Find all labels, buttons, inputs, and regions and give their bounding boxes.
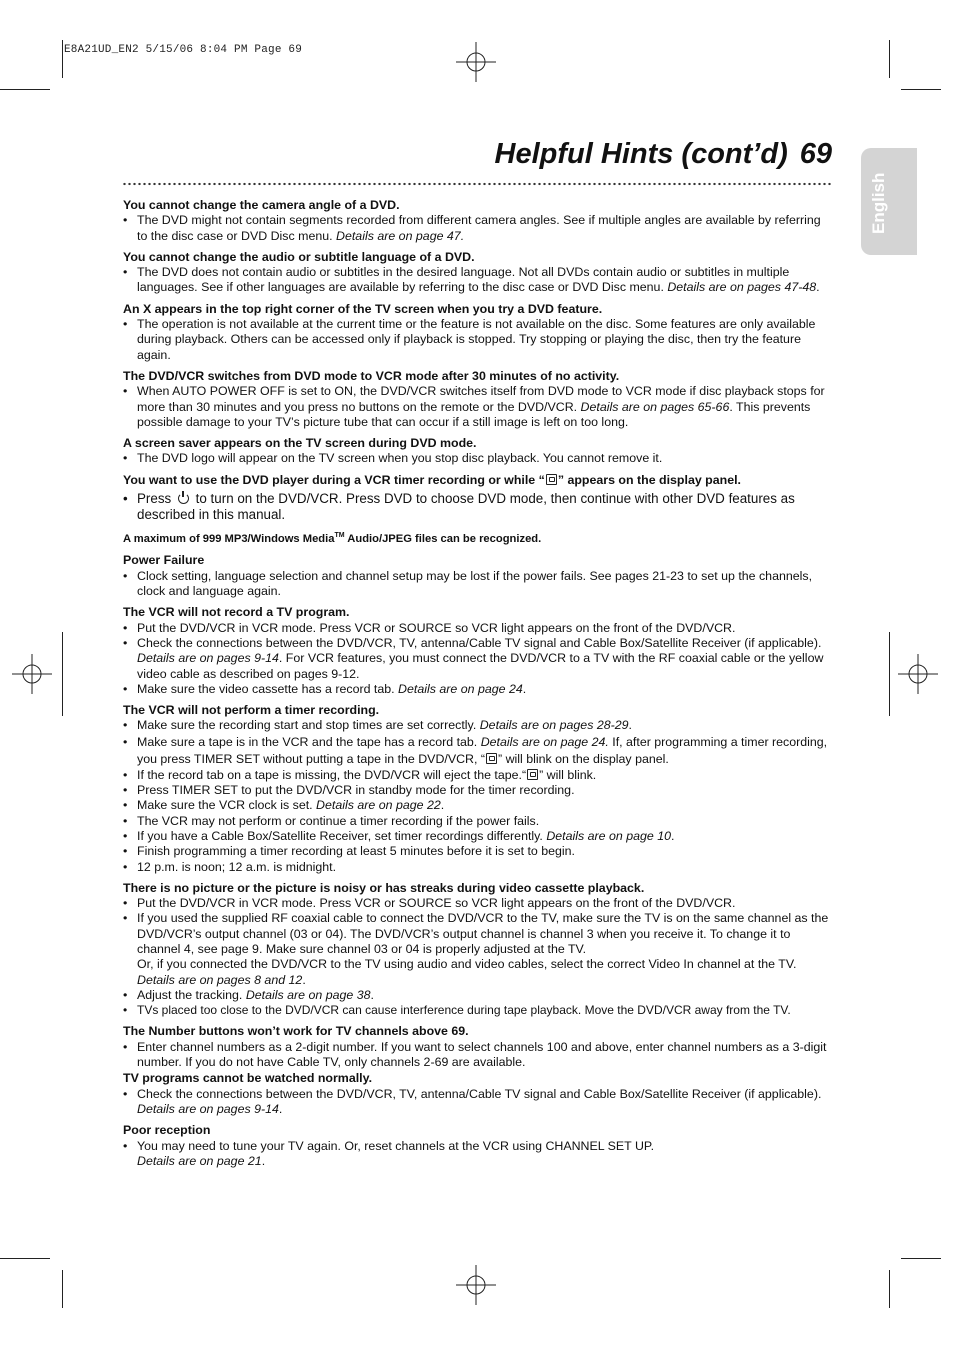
bullet-text: Make sure the VCR clock is set. — [137, 798, 317, 813]
crop-mark — [62, 632, 63, 716]
hint-bullet — [123, 829, 831, 844]
crop-mark — [62, 1270, 63, 1308]
page-reference: Details are on page 24 — [398, 681, 523, 696]
bullet-text: . — [278, 1101, 283, 1116]
heading-text: Audio/JPEG files can be recognized. — [344, 533, 542, 546]
hint-heading: The DVD/VCR switches from DVD mode to VCR mode after 30 minutes of no activity. — [123, 368, 620, 383]
hint-heading: The VCR will not perform a timer recording. — [123, 703, 380, 718]
page-reference: Details are on page 22 — [316, 798, 441, 813]
page-reference: Details are on page 47. — [336, 228, 465, 243]
bullet-text: . — [671, 828, 675, 843]
bullet-text: . This prevents possible damage to your TV’s picture tube that can occur if a still image is left on too long. — [137, 399, 811, 429]
timer-icon — [546, 474, 557, 485]
bullet-text: . — [440, 798, 445, 813]
hint-bullet — [123, 265, 831, 296]
bullet-text: The operation is not available at the current time or the feature is not available on the disc. Some features are only available during playback. Others can be accessed only if playback is stopped. Try stopping or playing the disc, then try the feature again. — [137, 317, 816, 362]
hint-bullet — [123, 988, 831, 1003]
hint-section — [123, 605, 831, 697]
bullet-text: The VCR may not perform or continue a timer recording if the power fails. — [137, 813, 540, 828]
hint-section — [123, 1123, 831, 1169]
hint-heading: You cannot change the audio or subtitle language of a DVD. — [123, 249, 475, 264]
crop-mark — [901, 89, 941, 90]
bullet-text: . — [302, 972, 306, 987]
hint-section — [123, 1071, 831, 1117]
power-icon — [178, 493, 189, 504]
page-reference: Details are on pages 47-48 — [667, 280, 817, 295]
hint-bullet — [123, 1139, 831, 1170]
page-reference: Details are on pages 65-66 — [580, 399, 730, 414]
bullet-text: to turn on the DVD/VCR. Press DVD to choose DVD mode, then continue with other DVD features as described in this manual. — [137, 491, 795, 522]
page-reference: Details are on pages 9-14 — [137, 1101, 279, 1116]
timer-icon — [486, 753, 497, 764]
hint-section — [123, 250, 831, 296]
bullet-text: Check the connections between the DVD/VCR, TV, antenna/Cable TV signal and Cable Box/Satellite Receiver (if applicable). — [137, 1086, 822, 1101]
bullet-text: Make sure the recording start and stop times are set correctly. — [137, 718, 480, 733]
bullet-text: Press — [137, 491, 175, 507]
print-slug: E8A21UD_EN2 5/15/06 8:04 PM Page 69 — [64, 44, 303, 56]
crop-mark — [901, 1258, 941, 1259]
hint-section — [123, 881, 831, 1019]
hint-bullet — [123, 491, 831, 522]
language-tab — [861, 148, 917, 255]
hint-bullet — [123, 1003, 831, 1018]
heading-text: A maximum of 999 MP3/Windows Media — [123, 533, 335, 546]
bullet-text: The DVD does not contain audio or subtitles in the desired language. Not all DVDs contain audio or subtitles in multiple languages. See if other languages are available by referring to the disc case or DVD Disc menu. — [137, 265, 790, 295]
crop-mark — [889, 1270, 890, 1308]
crop-mark — [0, 89, 50, 90]
page-number: 69 — [799, 138, 832, 170]
bullet-text: Put the DVD/VCR in VCR mode. Press VCR or SOURCE so VCR light appears on the front of the DVD/VCR. — [137, 620, 736, 635]
bullet-text: If you have a Cable Box/Satellite Receiver, set timer recordings differently. — [137, 828, 547, 843]
hint-bullet — [123, 384, 831, 430]
page-reference: Details are on page 10 — [546, 828, 672, 843]
hint-bullet — [123, 768, 831, 783]
hint-bullet — [123, 621, 831, 636]
hint-heading: An X appears in the top right corner of the TV screen when you try a DVD feature. — [123, 301, 603, 316]
page-reference: Details are on page 24. — [480, 734, 609, 749]
bullet-text: You may need to tune your TV again. Or, reset channels at the VCR using CHANNEL SET UP. — [137, 1138, 655, 1153]
page-reference: Details are on pages 28-29 — [479, 718, 629, 733]
bullet-text: . — [816, 280, 820, 295]
hint-section — [123, 436, 831, 467]
bullet-text: Or, if you connected the DVD/VCR to the TV using audio and video cables, select the correct Video In channel at the TV. — [137, 957, 797, 972]
bullet-text: Press TIMER SET to put the DVD/VCR in standby mode for the timer recording. — [137, 783, 575, 798]
bullet-text: TVs placed too close to the DVD/VCR can cause interference during tape playback. Move the DVD/VCR away from the TV. — [137, 1003, 791, 1018]
trademark-mark: TM — [334, 532, 345, 540]
bullet-text: The DVD logo will appear on the TV screen when you stop disc playback. You cannot remove it. — [137, 451, 663, 466]
hint-bullet — [123, 860, 831, 875]
hint-bullet — [123, 1087, 831, 1118]
hint-bullet — [123, 911, 831, 987]
hint-heading: Power Failure — [123, 553, 205, 568]
bullet-text: . For VCR features, you must connect the DVD/VCR to a TV with the RF coaxial cable or the yellow video cable as described on pages 9-12. — [137, 651, 824, 681]
hint-bullet — [123, 569, 831, 600]
hint-section — [123, 553, 831, 599]
hint-section — [123, 302, 831, 363]
bullet-text: If you used the supplied RF coaxial cable to connect the DVD/VCR to the TV, make sure the TV is on the same channel as the DVD/VCR’s output channel (03 or 04). The DVD/VCR’s output channel is channel 3 when you receive it. To change it to channel 4, see page 9. Make sure channel 03 or 04 is properly adjusted at the TV. — [137, 911, 829, 956]
bullet-text: Finish programming a timer recording at least 5 minutes before it is set to begin. — [137, 844, 576, 859]
hint-bullet — [123, 1040, 831, 1071]
timer-icon — [527, 769, 538, 780]
bullet-text: Make sure the video cassette has a record tab. — [137, 681, 399, 696]
registration-mark-icon — [898, 654, 938, 694]
hint-heading — [123, 473, 831, 488]
hint-bullet — [123, 814, 831, 829]
page-title — [495, 138, 832, 171]
bullet-text: If the record tab on a tape is missing, the DVD/VCR will eject the tape.“ — [137, 767, 527, 782]
hint-section — [123, 703, 831, 875]
hint-bullet — [123, 682, 831, 697]
page-reference: Details are on pages 8 and 12 — [137, 972, 303, 987]
bullet-text: . — [370, 987, 374, 1002]
hint-bullet — [123, 798, 831, 813]
hint-section — [123, 1024, 831, 1070]
registration-mark-icon — [456, 1265, 496, 1305]
hint-bullet — [123, 896, 831, 911]
hint-section — [123, 473, 831, 522]
hint-heading: The Number buttons won’t work for TV channels above 69. — [123, 1024, 469, 1039]
crop-mark — [889, 40, 890, 78]
hint-heading — [123, 528, 831, 547]
language-tab-label: English — [869, 172, 888, 234]
hint-heading: Poor reception — [123, 1123, 211, 1138]
page-reference: Details are on pages 9-14 — [137, 651, 279, 666]
hint-section — [123, 198, 831, 244]
hint-bullet — [123, 783, 831, 798]
bullet-text: Check the connections between the DVD/VCR, TV, antenna/Cable TV signal and Cable Box/Satellite Receiver (if applicable). — [137, 635, 822, 650]
bullet-text: Enter channel numbers as a 2-digit number. If you want to select channels 100 and above, enter channel numbers as a 3-digit number. If you do not have Cable TV, only channels 2-69 are available. — [137, 1039, 827, 1070]
registration-mark-icon — [456, 42, 496, 82]
dotted-rule — [122, 182, 832, 186]
hint-heading: TV programs cannot be watched normally. — [123, 1071, 373, 1086]
hint-section — [123, 369, 831, 430]
bullet-text: When AUTO POWER OFF is set to ON, the DVD/VCR switches itself from DVD mode to VCR mode if disc playback stops for more than 30 minutes and you press no buttons on the remote or the DVD/VCR. — [137, 384, 825, 414]
bullet-text: . — [261, 1153, 266, 1168]
hint-heading: You cannot change the camera angle of a DVD. — [123, 198, 400, 212]
hint-bullet — [123, 718, 831, 733]
registration-mark-icon — [12, 654, 52, 694]
page-reference: Details are on page 21 — [137, 1153, 262, 1168]
bullet-text: If, after programming a timer recording, you press TIMER SET without putting a tape in the DVD/VCR, “ — [137, 734, 828, 766]
hint-bullet — [123, 317, 831, 363]
bullet-text: . — [522, 681, 527, 696]
hint-bullet — [123, 734, 831, 768]
bullet-text: Make sure a tape is in the VCR and the tape has a record tab. — [137, 734, 481, 749]
hint-section — [123, 528, 831, 547]
hints-content — [123, 198, 831, 1170]
bullet-text: . — [628, 718, 632, 733]
hint-heading: A screen saver appears on the TV screen during DVD mode. — [123, 436, 477, 451]
bullet-text: ” will blink on the display panel. — [498, 751, 669, 766]
hint-bullet — [123, 636, 831, 682]
hint-heading: There is no picture or the picture is noisy or has streaks during video cassette playback. — [123, 880, 645, 895]
page-title-text: Helpful Hints (cont’d) — [494, 138, 788, 170]
hint-bullet — [123, 451, 831, 466]
crop-mark — [0, 1258, 50, 1259]
hint-bullet — [123, 844, 831, 859]
bullet-text: Put the DVD/VCR in VCR mode. Press VCR or SOURCE so VCR light appears on the front of the DVD/VCR. — [137, 896, 736, 911]
bullet-text: 12 p.m. is noon; 12 a.m. is midnight. — [137, 859, 337, 874]
heading-text: You want to use the DVD player during a VCR timer recording or while “ — [123, 472, 545, 487]
crop-mark — [62, 40, 63, 78]
bullet-text: Clock setting, language selection and channel setup may be lost if the power fails. See pages 21-23 to set up the channels, clock and language again. — [137, 568, 813, 599]
bullet-text: ” will blink. — [539, 767, 597, 782]
page-reference: Details are on page 38 — [245, 987, 371, 1002]
hint-heading: The VCR will not record a TV program. — [123, 605, 350, 620]
hint-bullet — [123, 213, 831, 244]
heading-text: ” appears on the display panel. — [557, 472, 741, 487]
bullet-text: The DVD might not contain segments recorded from different camera angles. See if multiple angles are available by referring to the disc case or DVD Disc menu. — [137, 213, 821, 243]
bullet-text: Adjust the tracking. — [137, 987, 246, 1002]
crop-mark — [889, 632, 890, 716]
